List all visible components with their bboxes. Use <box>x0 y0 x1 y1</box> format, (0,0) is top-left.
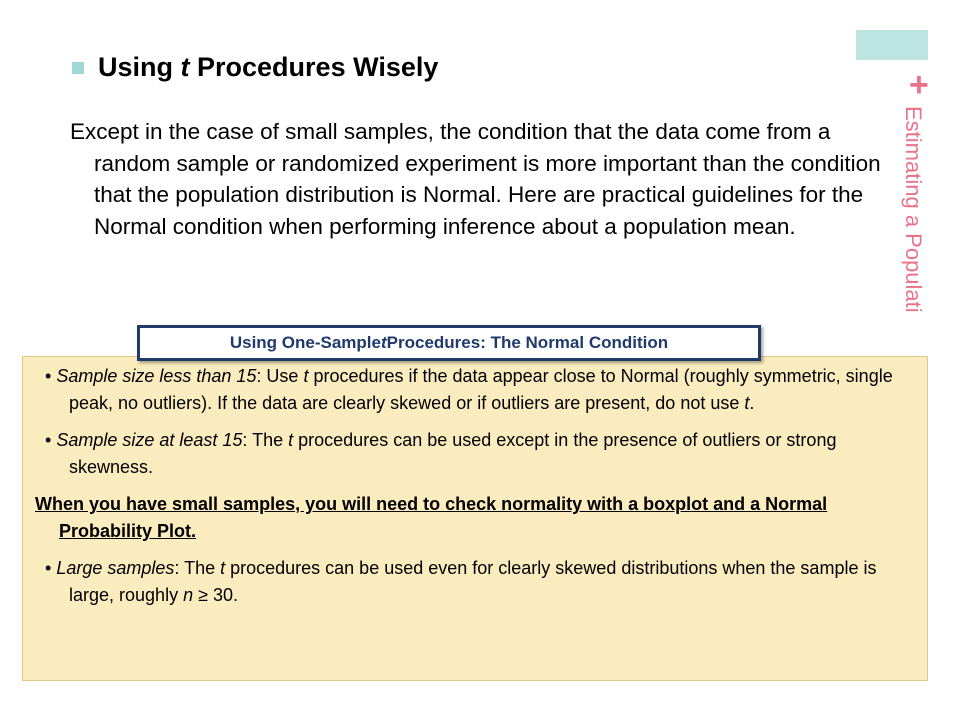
vertical-section-title: Estimating a Populati <box>901 106 926 313</box>
intro-paragraph: Except in the case of small samples, the condition that the data come from a random sample or randomized experiment is more important than the condition that the population distribution is Normal. Here are practical guidelines for the Normal condition when performing inference about a population mean. <box>70 119 881 239</box>
plus-icon: + <box>909 66 929 104</box>
heading-row <box>72 52 438 83</box>
slide-heading: Using t Procedures Wisely <box>98 52 439 82</box>
guideline-moderate-sample: • Sample size at least 15: The t procedures can be used except in the presence of outliers or strong skewness. <box>45 430 837 477</box>
small-sample-note: When you have small samples, you will need to check normality with a boxplot and a Normal Probability Plot. <box>35 494 828 541</box>
guideline-small-sample: • Sample size less than 15: Use t procedures if the data appear close to Normal (roughly symmetric, single peak, no outliers). If the data are clearly skewed or if outliers are present, do not use t. <box>45 366 893 413</box>
decorative-teal-block <box>856 30 928 60</box>
condition-box-title-text: Using One-Sample t Procedures: The Normal Condition <box>140 328 758 358</box>
guideline-large-sample: • Large samples: The t procedures can be used even for clearly skewed distributions when the sample is large, roughly n ≥ 30. <box>45 558 877 605</box>
normal-condition-box <box>22 356 928 681</box>
condition-box-title <box>137 325 761 361</box>
square-bullet-icon <box>72 62 84 74</box>
